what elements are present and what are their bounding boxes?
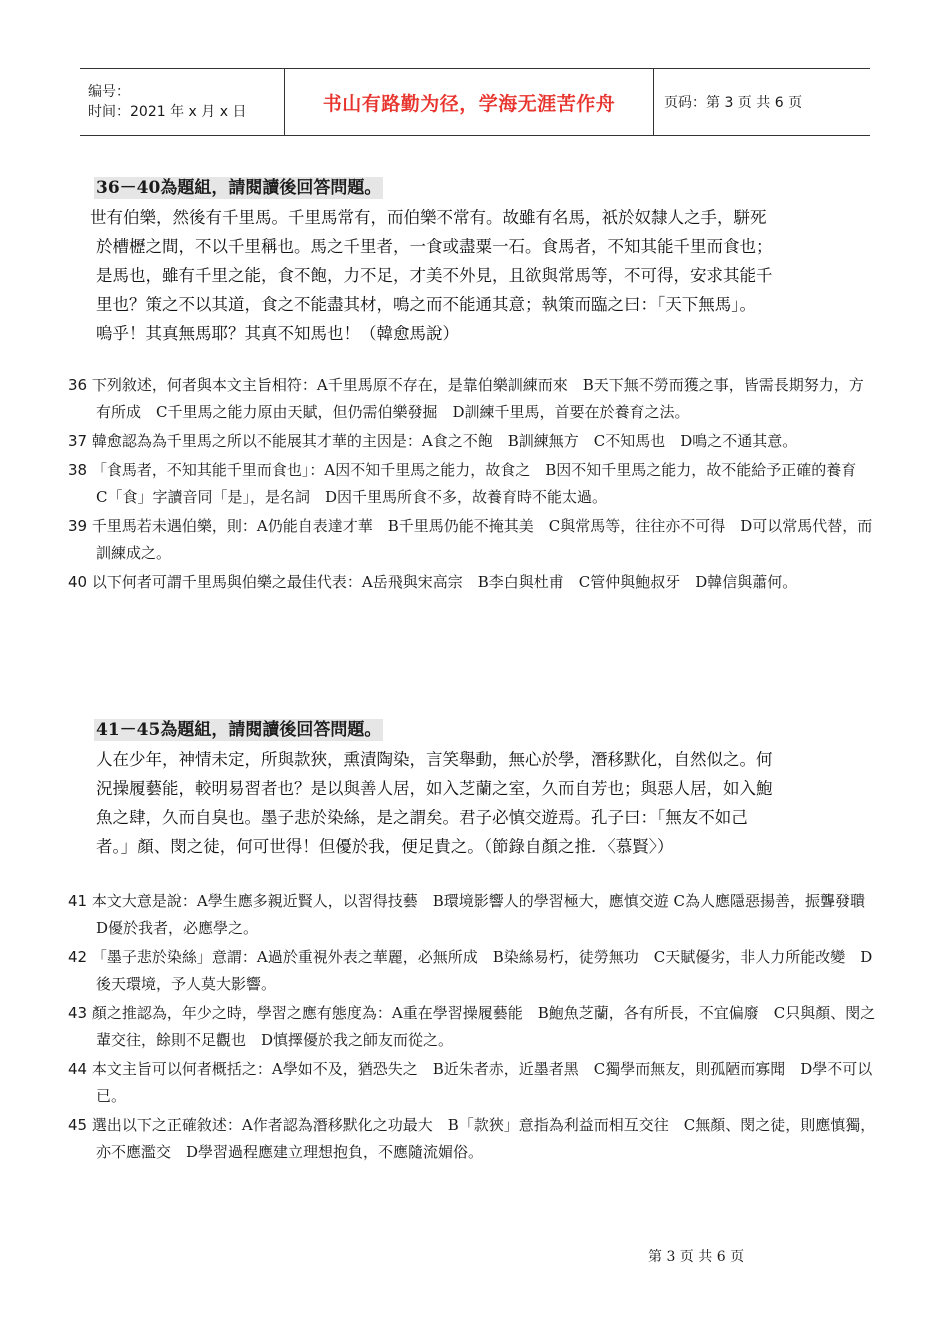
question-number: 43 [68,1004,88,1022]
header-page-info: 页码：第 3 页 共 6 页 [664,95,803,111]
question-item [68,457,878,511]
question-item [68,944,878,998]
question-item [68,1112,878,1166]
question-number: 38 [68,461,88,479]
question-text: 以下何者可謂千里馬與伯樂之最佳代表：A岳飛與宋高宗 B李白與杜甫 C管仲與鮑叔牙 D韓信與蕭何。 [91,573,798,591]
document-date: 时间：2021 年 x 月 x 日 [88,104,247,120]
page-footer: 第 3 页 共 6 页 [648,1249,745,1265]
passage-line: 世有伯樂，然後有千里馬。千里馬常有，而伯樂不常有。故雖有名馬，祇於奴隸人之手，駢死 [90,208,767,227]
question-number: 44 [68,1060,88,1078]
question-text: 下列敘述，何者與本文主旨相符：A千里馬原不存在，是靠伯樂訓練而來 B天下無不勞而獲之事，皆需長期努力，方有所成 C千里馬之能力原由天賦，但仍需伯樂發掘 D訓練千里馬，首要在於養育之法。 [91,376,864,421]
document-number-label: 编号： [88,84,130,100]
page-header [80,68,870,136]
passage-line: 是馬也，雖有千里之能，食不飽，力不足，才美不外見，且欲與常馬等，不可得，安求其能千 [96,266,773,285]
question-number: 36 [68,376,88,394]
question-text: 本文主旨可以何者概括之：A學如不及，猶恐失之 B近朱者赤，近墨者黑 C獨學而無友，則孤陋而寡聞 D學不可以已。 [91,1060,873,1105]
question-item [68,888,878,942]
passage-line: 於槽櫪之間，不以千里稱也。馬之千里者，一食或盡粟一石。食馬者，不知其能千里而食也； [96,237,773,256]
question-item [68,372,878,426]
header-motto-cell [284,69,654,135]
question-text: 顏之推認為，年少之時，學習之應有態度為：A重在學習操履藝能 B鮑魚芝蘭，各有所長，不宜偏廢 C只與顏、閔之輩交往，餘則不足觀也 D慎擇優於我之師友而從之。 [91,1004,876,1049]
question-item [68,1000,878,1054]
passage-line: 魚之肆，久而自臭也。墨子悲於染絲，是之謂矣。君子必慎交遊焉。孔子曰：「無友不如己 [96,808,748,827]
question-text: 韓愈認為為千里馬之所以不能展其才華的主因是：A食之不飽 B訓練無方 C不知馬也 D鳴之不通其意。 [91,432,798,450]
header-motto: 书山有路勤为径，学海无涯苦作舟 [322,92,616,115]
question-number: 39 [68,517,88,535]
passage-line: 者。」顏、閔之徒，何可世得！但優於我，便足貴之。（節錄自顏之推．〈慕賢〉） [96,837,674,856]
section-title-36-40: 36－40為題組，請閱讀後回答問題。 [96,178,382,198]
question-text: 本文大意是說：A學生應多親近賢人，以習得技藝 B環境影響人的學習極大，應慎交遊 C為人應隱惡揚善，振聾發聵 D優於我者，必應學之。 [91,892,880,937]
passage-line: 里也？策之不以其道，食之不能盡其材，鳴之而不能通其意；執策而臨之曰：「天下無馬」。 [96,295,756,314]
question-number: 45 [68,1116,88,1134]
section-title-41-45: 41－45為題組，請閱讀後回答問題。 [96,720,382,740]
question-number: 42 [68,948,88,966]
question-item [68,513,878,567]
passage-2 [96,745,773,861]
question-item [68,428,878,455]
question-text: 「食馬者，不知其能千里而食也」：A因不知千里馬之能力，故食之 B因不知千里馬之能力，故不能給予正確的養育 C「食」字讀音同「是」，是名詞 D因千里馬所食不多，故養育時不能太過。 [91,461,872,506]
question-item [68,569,878,596]
question-list-2 [68,888,878,1168]
question-text: 選出以下之正確敘述：A作者認為潛移默化之功最大 B「款狹」意指為利益而相互交往 C無顏、閔之徒，則應慎獨，亦不應濫交 D學習過程應建立理想抱負，不應隨流媚俗。 [91,1116,876,1161]
passage-1 [90,203,773,348]
passage-line: 嗚乎！其真無馬耶？其真不知馬也！（韓愈馬說） [96,324,459,343]
header-meta [80,69,284,135]
question-number: 40 [68,573,88,591]
question-item [68,1056,878,1110]
passage-line: 人在少年，神情未定，所與款狹，熏漬陶染，言笑舉動，無心於學，潛移默化，自然似之。何 [96,750,773,769]
question-number: 41 [68,892,88,910]
question-text: 千里馬若未遇伯樂，則：A仍能自表達才華 B千里馬仍能不掩其美 C與常馬等，往往亦不可得 D可以常馬代替，而訓練成之。 [91,517,873,562]
question-list-1 [68,372,878,598]
question-number: 37 [68,432,88,450]
passage-line: 況操履藝能，較明易習者也？是以與善人居，如入芝蘭之室，久而自芳也；與惡人居，如入鮑 [96,779,773,798]
question-text: 「墨子悲於染絲」意謂：A過於重視外表之華麗，必無所成 B染絲易朽，徒勞無功 C天賦優劣，非人力所能改變 D後天環境，予人莫大影響。 [91,948,873,993]
